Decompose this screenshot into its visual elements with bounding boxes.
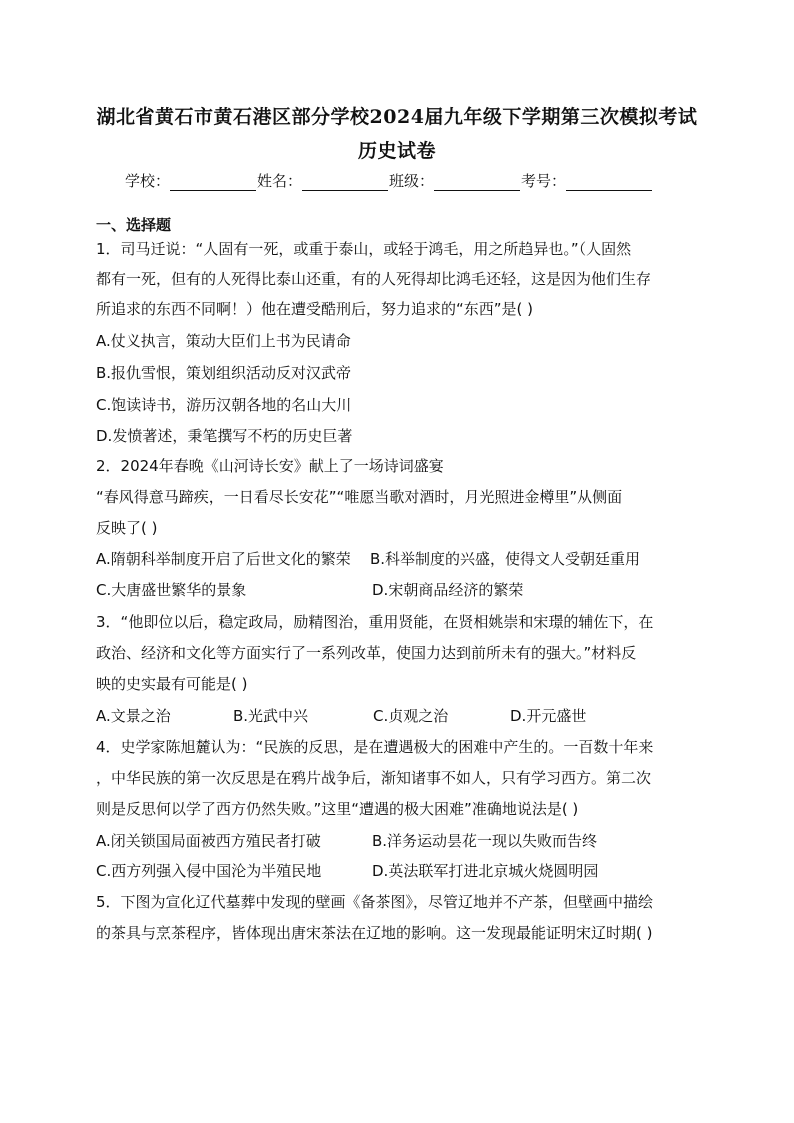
q2-option-a: A.隋朝科举制度开启了后世文化的繁荣 [96, 550, 351, 568]
q1-stem-line: 都有一死，但有的人死得比泰山还重，有的人死得却比鸿毛还轻，这是因为他们生存 [96, 270, 652, 288]
q1-option-b: B.报仇雪恨，策划组织活动反对汉武帝 [96, 364, 352, 382]
q4-option-a: A.闭关锁国局面被西方殖民者打破 [96, 832, 321, 850]
student-info-row [125, 170, 685, 191]
q3-option-a: A.文景之治 [96, 707, 171, 725]
q4-option-d: D.英法联军打进北京城火烧圆明园 [372, 862, 599, 880]
q1-option-c: C.饱读诗书，游历汉朝各地的名山大川 [96, 396, 352, 414]
q2-stem-line: “春风得意马蹄疾，一日看尽长安花”“唯愿当歌对酒时，月光照进金樽里”从侧面 [96, 488, 623, 506]
q1-option-a: A.仗义执言，策动大臣们上书为民请命 [96, 332, 351, 350]
exam-title-line1: 湖北省黄石市黄石港区部分学校2024届九年级下学期第三次模拟考试 [96, 106, 698, 128]
q5-stem-line: 的茶具与烹茶程序，皆体现出唐宋茶法在辽地的影响。这一发现最能证明宋辽时期( ) [96, 924, 653, 942]
q5-stem-line: 5．下图为宣化辽代墓葬中发现的壁画《备茶图》，尽管辽地并不产茶，但壁画中描绘 [96, 893, 654, 911]
section-heading: 一、选择题 [96, 216, 172, 234]
q2-option-b: B.科举制度的兴盛，使得文人受朝廷重用 [370, 550, 641, 568]
school-label: 学校： [125, 172, 171, 190]
q3-stem-line: 政治、经济和文化等方面实行了一系列改革，使国力达到前所未有的强大。”材料反 [96, 644, 637, 662]
school-blank[interactable] [170, 174, 256, 191]
exam-title-line2: 历史试卷 [357, 140, 436, 162]
q3-option-d: D.开元盛世 [510, 707, 587, 725]
q3-stem-line: 映的史实最有可能是( ) [96, 675, 248, 693]
q4-stem-line: ，中华民族的第一次反思是在鸦片战争后，渐知诸事不如人，只有学习西方。第二次 [96, 769, 652, 787]
q1-option-d: D.发愤著述，秉笔撰写不朽的历史巨著 [96, 427, 353, 445]
q2-option-d: D.宋朝商品经济的繁荣 [372, 581, 524, 599]
q2-option-c: C.大唐盛世繁华的景象 [96, 581, 247, 599]
name-blank[interactable] [302, 174, 388, 191]
q3-option-b: B.光武中兴 [233, 707, 309, 725]
q2-stem-line: 反映了( ) [96, 519, 158, 537]
q4-stem-line: 4．史学家陈旭麓认为：“民族的反思，是在遭遇极大的困难中产生的。一百数十年来 [96, 738, 654, 756]
q4-option-c: C.西方列强入侵中国沦为半殖民地 [96, 862, 322, 880]
q1-stem-line: 所追求的东西不同啊！）他在遭受酷刑后，努力追求的“东西”是( ) [96, 300, 534, 318]
q3-stem-line: 3．“他即位以后，稳定政局，励精图治，重用贤能，在贤相姚崇和宋璟的辅佐下，在 [96, 613, 654, 631]
q4-stem-line: 则是反思何以学了西方仍然失败。”这里“遭遇的极大困难”准确地说法是( ) [96, 800, 579, 818]
q2-stem-line: 2．2024年春晚《山河诗长安》献上了一场诗词盛宴 [96, 457, 444, 475]
q3-option-c: C.贞观之治 [373, 707, 449, 725]
number-blank[interactable] [566, 174, 652, 191]
number-label: 考号： [521, 172, 567, 190]
name-label: 姓名： [257, 172, 303, 190]
class-label: 班级： [389, 172, 435, 190]
q1-stem-line: 1．司马迁说：“人固有一死，或重于泰山，或轻于鸿毛，用之所趋异也。”（人固然 [96, 240, 632, 258]
q4-option-b: B.洋务运动昙花一现以失败而告终 [372, 832, 598, 850]
class-blank[interactable] [434, 174, 520, 191]
